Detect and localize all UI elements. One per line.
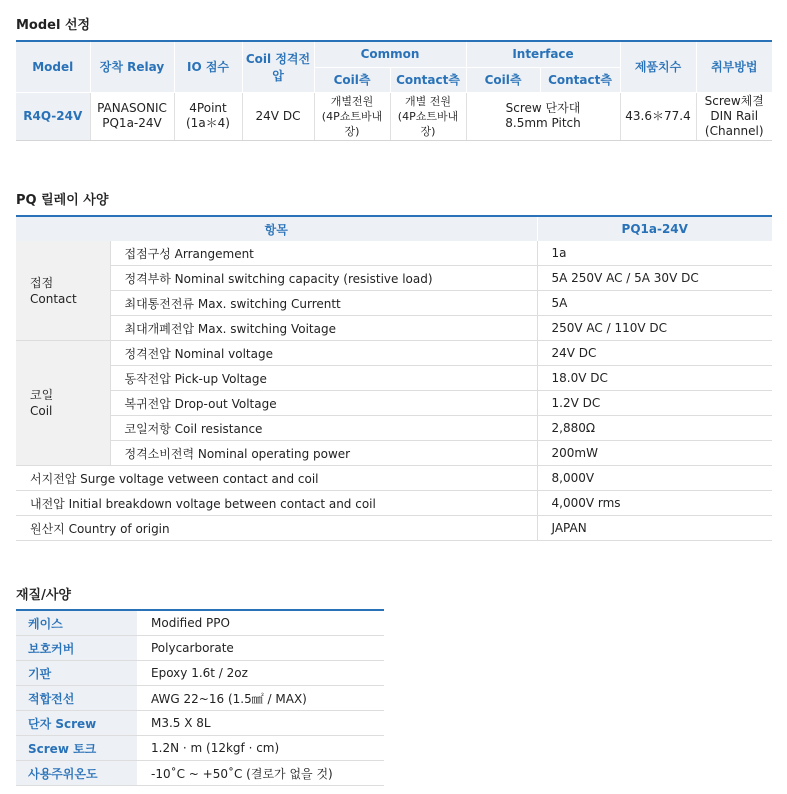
material-value: Modified PPO	[137, 610, 384, 636]
spec-row	[16, 341, 772, 366]
spec-label: 코일저항 Coil resistance	[110, 416, 537, 441]
header-size: 제품치수	[620, 41, 696, 92]
header-relay: 장착 Relay	[90, 41, 174, 92]
material-row	[16, 761, 384, 786]
size-cell: 43.6＊77.4	[620, 92, 696, 140]
relay-spec-table	[16, 215, 772, 541]
material-key: 보호커버	[16, 636, 137, 661]
header-common: Common	[314, 41, 466, 67]
coil-voltage-cell: 24V DC	[242, 92, 314, 140]
spec-label: 복귀전압 Drop-out Voltage	[110, 391, 537, 416]
spec-label: 정격부하 Nominal switching capacity (resistive load)	[110, 266, 537, 291]
material-row	[16, 610, 384, 636]
mount-line-3: (Channel)	[704, 123, 764, 138]
contact-group-line-1: 접점	[30, 275, 54, 290]
spec-row	[16, 366, 772, 391]
spec-value: JAPAN	[537, 516, 772, 541]
model-row	[16, 92, 772, 140]
spec-label: 동작전압 Pick-up Voltage	[110, 366, 537, 391]
contact-group-label	[16, 241, 110, 341]
common-coil-cell	[314, 92, 390, 140]
header-mount: 취부방법	[696, 41, 772, 92]
spec-label: 최대개폐전압 Max. switching Voitage	[110, 316, 537, 341]
spec-header-model: PQ1a-24V	[537, 216, 772, 241]
spec-row	[16, 291, 772, 316]
spec-row	[16, 516, 772, 541]
header-interface: Interface	[466, 41, 620, 67]
material-row	[16, 736, 384, 761]
header-io: IO 점수	[174, 41, 242, 92]
spec-value: 5A 250V AC / 5A 30V DC	[537, 266, 772, 291]
header-model: Model	[16, 41, 90, 92]
spec-row	[16, 466, 772, 491]
coil-group-line-1: 코일	[30, 388, 54, 402]
interface-line-1: Screw 단자대	[505, 101, 581, 115]
common-contact-line-2: (4P쇼트바내장)	[397, 109, 459, 138]
spec-value: 1.2V DC	[537, 391, 772, 416]
material-key: 적합전선	[16, 686, 137, 711]
contact-group-line-2: Contact	[30, 291, 77, 306]
mount-line-2: DIN Rail	[710, 108, 759, 123]
material-value: Epoxy 1.6t / 2oz	[137, 661, 384, 686]
spec-row	[16, 441, 772, 466]
material-row	[16, 711, 384, 736]
header-coil-voltage: Coil 정격전압	[242, 41, 314, 92]
header-interface-contact: Contact측	[540, 67, 620, 92]
material-value: Polycarborate	[137, 636, 384, 661]
spec-row	[16, 491, 772, 516]
common-coil-line-1: 개별전원	[330, 94, 374, 108]
spec-row	[16, 316, 772, 341]
relay-section-title: PQ 릴레이 사양	[16, 193, 109, 208]
relay-line-1: PANASONIC	[97, 101, 167, 115]
spec-label: 정격전압 Nominal voltage	[110, 341, 537, 366]
material-value: AWG 22~16 (1.5㎟ / MAX)	[137, 686, 384, 711]
relay-line-2: PQ1a-24V	[102, 116, 162, 130]
common-contact-cell	[390, 92, 466, 140]
material-key: 기판	[16, 661, 137, 686]
spec-row	[16, 241, 772, 266]
spec-value: 2,880Ω	[537, 416, 772, 441]
header-common-contact: Contact측	[390, 67, 466, 92]
material-key: 케이스	[16, 610, 137, 636]
model-section-title: Model 선정	[16, 18, 91, 33]
interface-line-2: 8.5mm Pitch	[505, 116, 581, 130]
material-value: 1.2N · m (12kgf · cm)	[137, 736, 384, 761]
header-interface-coil: Coil측	[466, 67, 540, 92]
spec-value: 250V AC / 110V DC	[537, 316, 772, 341]
spec-value: 4,000V rms	[537, 491, 772, 516]
material-value: -10˚C ~ +50˚C (결로가 없을 것)	[137, 761, 384, 786]
model-table	[16, 40, 772, 141]
io-line-2: (1a＊4)	[186, 116, 230, 130]
spec-value: 24V DC	[537, 341, 772, 366]
spec-row	[16, 266, 772, 291]
material-row	[16, 636, 384, 661]
coil-group-line-2: Coil	[30, 404, 53, 418]
spec-value: 5A	[537, 291, 772, 316]
material-key: 사용주위온도	[16, 761, 137, 786]
spec-label: 원산지 Country of origin	[16, 516, 537, 541]
model-name: R4Q-24V	[16, 92, 90, 140]
material-section-title: 재질/사양	[16, 588, 71, 603]
material-table	[16, 609, 384, 786]
spec-value: 8,000V	[537, 466, 772, 491]
spec-label: 최대통전전류 Max. switching Currentt	[110, 291, 537, 316]
spec-header-item: 항목	[16, 216, 537, 241]
material-row	[16, 686, 384, 711]
spec-row	[16, 416, 772, 441]
spec-label: 내전압 Initial breakdown voltage between contact and coil	[16, 491, 537, 516]
interface-cell	[466, 92, 620, 140]
material-value: M3.5 X 8L	[137, 711, 384, 736]
common-coil-line-2: (4P쇼트바내장)	[321, 109, 383, 138]
spec-label: 서지전압 Surge voltage vetween contact and coil	[16, 466, 537, 491]
mount-cell	[696, 92, 772, 140]
header-common-coil: Coil측	[314, 67, 390, 92]
common-contact-line-1: 개별 전원	[404, 94, 451, 108]
spec-value: 200mW	[537, 441, 772, 466]
relay-cell	[90, 92, 174, 140]
coil-group-label	[16, 341, 110, 466]
spec-row	[16, 391, 772, 416]
spec-label: 정격소비전력 Nominal operating power	[110, 441, 537, 466]
mount-line-1: Screw체결	[704, 93, 764, 108]
spec-value: 1a	[537, 241, 772, 266]
io-cell	[174, 92, 242, 140]
material-key: Screw 토크	[16, 736, 137, 761]
material-row	[16, 661, 384, 686]
spec-label: 접점구성 Arrangement	[110, 241, 537, 266]
io-line-1: 4Point	[189, 101, 227, 115]
material-key: 단자 Screw	[16, 711, 137, 736]
spec-value: 18.0V DC	[537, 366, 772, 391]
